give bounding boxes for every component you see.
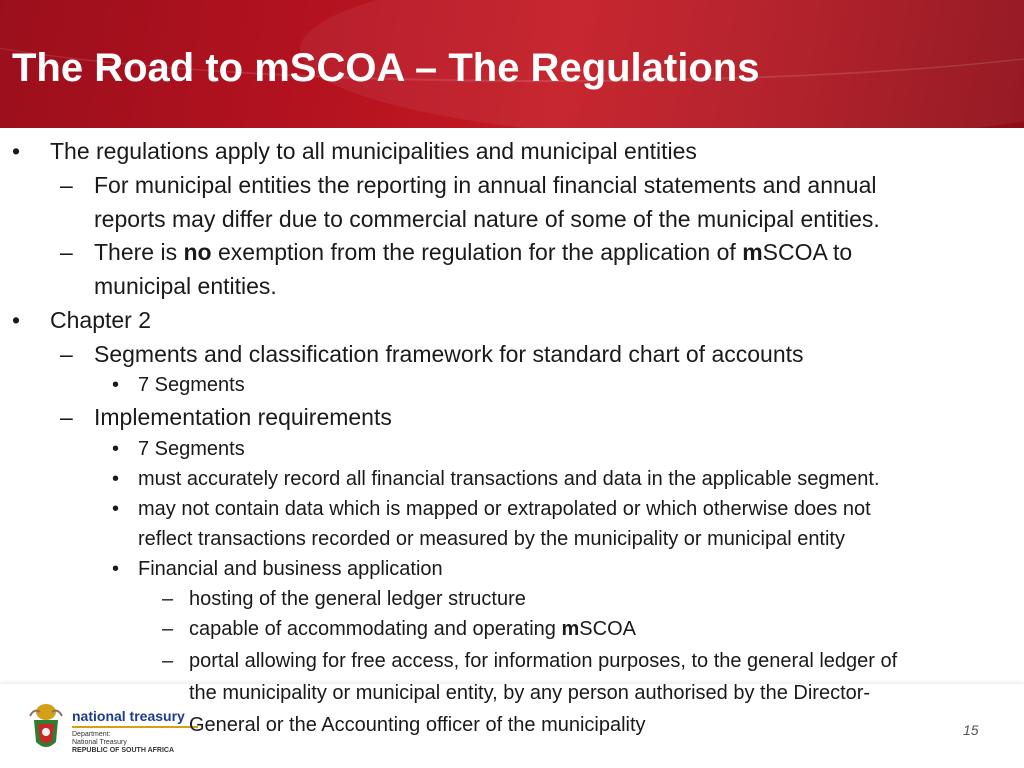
item-7-segments: 7 Segments — [138, 374, 245, 396]
item-financial-application: Financial and business application — [138, 558, 443, 580]
text-segment: SCOA — [579, 618, 636, 640]
bullet-marker: • — [112, 498, 120, 520]
logo-line-treasury: National Treasury — [72, 739, 127, 746]
sub-municipal-entities-line1: For municipal entities the reporting in annual financial statements and annual — [94, 172, 877, 198]
dash-marker: – — [162, 618, 174, 640]
item-portal-line1: portal allowing for free access, for information purposes, to the general ledger of — [189, 650, 898, 672]
bullet-marker: • — [112, 468, 120, 490]
item-7-segments-2: 7 Segments — [138, 438, 245, 460]
dash-marker: – — [60, 341, 73, 367]
sub-no-exemption-line2: municipal entities. — [94, 273, 277, 299]
slide-title: The Road to mSCOA – The Regulations — [12, 46, 760, 90]
bullet-marker: • — [12, 307, 21, 333]
item-no-mapped-data-line1: may not contain data which is mapped or extrapolated or which otherwise does not — [138, 498, 871, 520]
sub-implementation-requirements: Implementation requirements — [94, 404, 392, 430]
bullet-marker: • — [112, 374, 120, 396]
bullet-marker: • — [112, 438, 120, 460]
item-capable-mscoa — [189, 618, 636, 641]
text-segment: capable of accommodating and operating — [189, 618, 562, 640]
bold-no: no — [183, 239, 212, 265]
text-segment: exemption from the regulation for the application of — [211, 239, 743, 265]
dash-marker: – — [60, 172, 73, 198]
coat-of-arms-icon — [28, 702, 64, 752]
item-no-mapped-data-line2: reflect transactions recorded or measured by the municipality or municipal entity — [138, 528, 845, 550]
text-segment: There is — [94, 239, 184, 265]
logo-line-department: Department: — [72, 731, 111, 738]
page-number: 15 — [963, 722, 979, 738]
dash-marker: – — [162, 650, 174, 672]
sub-segments-framework: Segments and classification framework for standard chart of accounts — [94, 341, 804, 367]
item-record-transactions: must accurately record all financial transactions and data in the applicable segment. — [138, 468, 880, 490]
bold-m: m — [561, 618, 580, 640]
bullet-marker: • — [112, 558, 120, 580]
logo-divider — [72, 726, 198, 728]
title-banner — [0, 0, 1024, 128]
dash-marker: – — [60, 239, 73, 265]
item-portal-line2: the municipality or municipal entity, by any person authorised by the Director- — [189, 682, 871, 704]
item-hosting-gl: hosting of the general ledger structure — [189, 588, 526, 610]
logo-line-republic: REPUBLIC OF SOUTH AFRICA — [72, 747, 175, 754]
dash-marker: – — [60, 404, 73, 430]
national-treasury-logo — [28, 702, 185, 754]
sub-municipal-entities-line2: reports may differ due to commercial nature of some of the municipal entities. — [94, 206, 880, 232]
bullet-marker: • — [12, 138, 21, 164]
item-portal-line3: General or the Accounting officer of the municipality — [189, 714, 646, 736]
text-segment: SCOA to — [762, 239, 853, 265]
dash-marker: – — [162, 588, 174, 610]
bullet-regulations: The regulations apply to all municipalities and municipal entities — [50, 138, 697, 164]
bullet-chapter-2: Chapter 2 — [50, 307, 152, 333]
logo-brand-text: national treasury — [72, 708, 185, 724]
bold-m: m — [742, 239, 763, 265]
sub-no-exemption-line1 — [94, 239, 852, 266]
